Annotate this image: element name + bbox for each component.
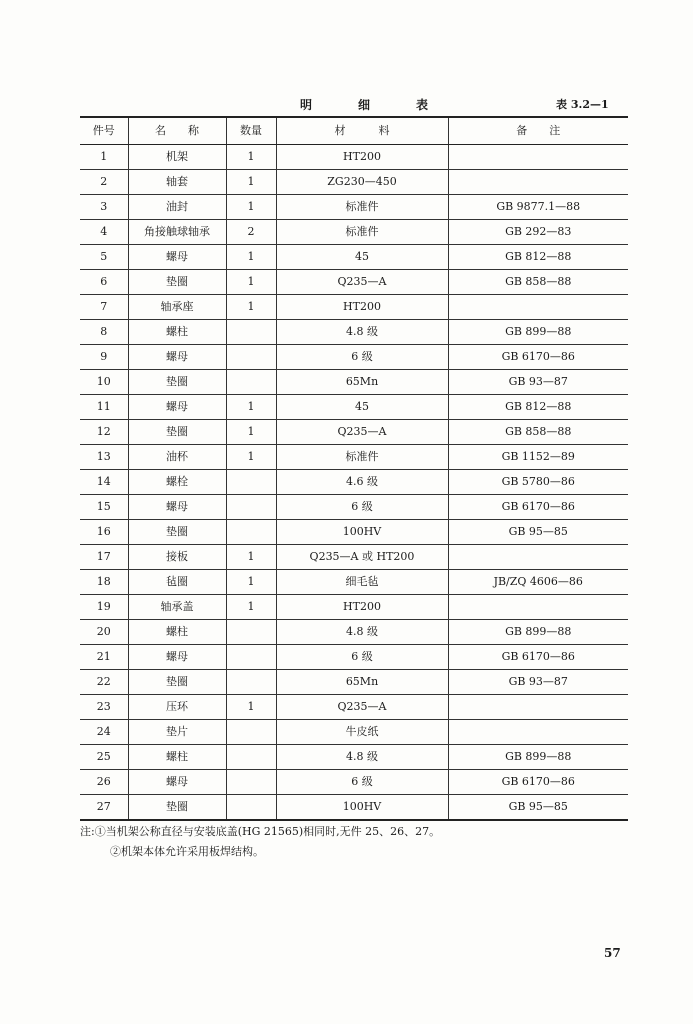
table-row — [80, 195, 628, 220]
cell-quantity — [226, 620, 276, 645]
note-2: ②机架本体允许采用板焊结构。 — [110, 845, 264, 858]
cell-remark: GB 1152—89 — [448, 445, 628, 470]
cell-material: 100HV — [276, 520, 448, 545]
cell-quantity: 1 — [226, 570, 276, 595]
cell-material: 标准件 — [276, 220, 448, 245]
cell-quantity: 1 — [226, 295, 276, 320]
table-row — [80, 220, 628, 245]
cell-quantity — [226, 645, 276, 670]
cell-remark: GB 6170—86 — [448, 345, 628, 370]
cell-remark: GB 812—88 — [448, 245, 628, 270]
cell-remark — [448, 145, 628, 170]
page-number: 57 — [604, 946, 621, 960]
cell-name: 螺柱 — [128, 745, 226, 770]
notes — [80, 822, 440, 862]
cell-material: 标准件 — [276, 195, 448, 220]
cell-name: 螺母 — [128, 645, 226, 670]
cell-name: 垫圈 — [128, 520, 226, 545]
cell-name: 毡圈 — [128, 570, 226, 595]
cell-quantity: 1 — [226, 420, 276, 445]
cell-remark: GB 93—87 — [448, 370, 628, 395]
cell-part-no: 6 — [80, 270, 128, 295]
cell-remark: JB/ZQ 4606—86 — [448, 570, 628, 595]
cell-remark — [448, 295, 628, 320]
cell-material: 65Mn — [276, 670, 448, 695]
cell-name: 螺母 — [128, 345, 226, 370]
cell-part-no: 13 — [80, 445, 128, 470]
cell-part-no: 11 — [80, 395, 128, 420]
cell-part-no: 12 — [80, 420, 128, 445]
cell-part-no: 4 — [80, 220, 128, 245]
cell-part-no: 24 — [80, 720, 128, 745]
table-row — [80, 370, 628, 395]
table-row — [80, 170, 628, 195]
cell-material: 标准件 — [276, 445, 448, 470]
cell-name: 螺栓 — [128, 470, 226, 495]
cell-material: HT200 — [276, 595, 448, 620]
cell-name: 轴承座 — [128, 295, 226, 320]
cell-quantity: 1 — [226, 270, 276, 295]
cell-name: 垫圈 — [128, 670, 226, 695]
table-row — [80, 595, 628, 620]
cell-part-no: 10 — [80, 370, 128, 395]
cell-remark — [448, 695, 628, 720]
cell-quantity — [226, 795, 276, 821]
cell-material: 6 级 — [276, 770, 448, 795]
cell-material: 6 级 — [276, 645, 448, 670]
cell-part-no: 16 — [80, 520, 128, 545]
table-row — [80, 770, 628, 795]
cell-part-no: 1 — [80, 145, 128, 170]
table-body — [80, 145, 628, 821]
cell-remark — [448, 595, 628, 620]
cell-part-no: 7 — [80, 295, 128, 320]
table-row — [80, 545, 628, 570]
cell-remark — [448, 720, 628, 745]
cell-remark: GB 6170—86 — [448, 770, 628, 795]
cell-remark: GB 95—85 — [448, 795, 628, 821]
table-id: 表 3.2—1 — [556, 98, 609, 111]
cell-part-no: 8 — [80, 320, 128, 345]
cell-material: ZG230—450 — [276, 170, 448, 195]
cell-name: 螺母 — [128, 770, 226, 795]
table-title-char: 表 — [415, 98, 430, 112]
cell-material: 65Mn — [276, 370, 448, 395]
cell-material: 4.8 级 — [276, 620, 448, 645]
cell-remark: GB 9877.1—88 — [448, 195, 628, 220]
note-1: 注:①当机架公称直径与安装底盖(HG 21565)相同时,无件 25、26、27。 — [80, 825, 441, 838]
table-row — [80, 320, 628, 345]
cell-remark: GB 292—83 — [448, 220, 628, 245]
cell-part-no: 2 — [80, 170, 128, 195]
cell-quantity: 1 — [226, 395, 276, 420]
cell-material: HT200 — [276, 145, 448, 170]
cell-quantity — [226, 720, 276, 745]
cell-part-no: 9 — [80, 345, 128, 370]
table-row — [80, 645, 628, 670]
table-row — [80, 395, 628, 420]
cell-part-no: 17 — [80, 545, 128, 570]
cell-remark: GB 899—88 — [448, 620, 628, 645]
table-row — [80, 245, 628, 270]
cell-material: 4.8 级 — [276, 745, 448, 770]
header-material: 材 料 — [276, 117, 448, 145]
cell-quantity: 1 — [226, 445, 276, 470]
table-row — [80, 445, 628, 470]
cell-name: 油杯 — [128, 445, 226, 470]
parts-list-table — [80, 116, 628, 821]
cell-name: 螺母 — [128, 495, 226, 520]
cell-quantity: 1 — [226, 595, 276, 620]
cell-name: 角接触球轴承 — [128, 220, 226, 245]
table-row — [80, 520, 628, 545]
header-part-no: 件号 — [80, 117, 128, 145]
cell-material: 6 级 — [276, 345, 448, 370]
table-row — [80, 745, 628, 770]
cell-quantity — [226, 520, 276, 545]
table-row — [80, 420, 628, 445]
table-row — [80, 670, 628, 695]
cell-part-no: 21 — [80, 645, 128, 670]
cell-quantity — [226, 770, 276, 795]
table-title — [300, 96, 430, 113]
cell-part-no: 14 — [80, 470, 128, 495]
cell-name: 垫圈 — [128, 795, 226, 821]
cell-part-no: 27 — [80, 795, 128, 821]
table-row — [80, 620, 628, 645]
cell-material: Q235—A — [276, 695, 448, 720]
cell-part-no: 22 — [80, 670, 128, 695]
cell-remark: GB 858—88 — [448, 270, 628, 295]
cell-quantity: 1 — [226, 545, 276, 570]
cell-part-no: 3 — [80, 195, 128, 220]
header-quantity: 数量 — [226, 117, 276, 145]
cell-quantity: 1 — [226, 170, 276, 195]
cell-material: 牛皮纸 — [276, 720, 448, 745]
table-row — [80, 345, 628, 370]
cell-material: Q235—A 或 HT200 — [276, 545, 448, 570]
cell-name: 螺母 — [128, 395, 226, 420]
cell-quantity — [226, 495, 276, 520]
table-title-char: 细 — [357, 98, 372, 112]
cell-quantity — [226, 470, 276, 495]
cell-material: 100HV — [276, 795, 448, 821]
cell-name: 接板 — [128, 545, 226, 570]
cell-name: 垫圈 — [128, 370, 226, 395]
table-row — [80, 570, 628, 595]
cell-remark: GB 899—88 — [448, 745, 628, 770]
cell-part-no: 15 — [80, 495, 128, 520]
cell-name: 垫圈 — [128, 420, 226, 445]
cell-quantity: 1 — [226, 195, 276, 220]
cell-name: 轴承盖 — [128, 595, 226, 620]
table-title-char: 明 — [300, 98, 315, 112]
cell-quantity — [226, 320, 276, 345]
cell-quantity: 2 — [226, 220, 276, 245]
cell-part-no: 26 — [80, 770, 128, 795]
table-header-row — [80, 117, 628, 145]
cell-remark: GB 95—85 — [448, 520, 628, 545]
cell-part-no: 5 — [80, 245, 128, 270]
cell-name: 螺柱 — [128, 320, 226, 345]
cell-name: 油封 — [128, 195, 226, 220]
cell-name: 垫圈 — [128, 270, 226, 295]
cell-material: HT200 — [276, 295, 448, 320]
cell-material: 45 — [276, 245, 448, 270]
cell-name: 压环 — [128, 695, 226, 720]
cell-remark — [448, 545, 628, 570]
cell-quantity — [226, 670, 276, 695]
cell-quantity: 1 — [226, 145, 276, 170]
table-row — [80, 720, 628, 745]
header-name: 名 称 — [128, 117, 226, 145]
cell-remark: GB 6170—86 — [448, 645, 628, 670]
cell-remark — [448, 170, 628, 195]
cell-remark: GB 812—88 — [448, 395, 628, 420]
cell-name: 垫片 — [128, 720, 226, 745]
cell-part-no: 20 — [80, 620, 128, 645]
cell-material: 4.6 级 — [276, 470, 448, 495]
table-row — [80, 695, 628, 720]
cell-quantity: 1 — [226, 695, 276, 720]
cell-material: 细毛毡 — [276, 570, 448, 595]
cell-quantity — [226, 370, 276, 395]
cell-part-no: 23 — [80, 695, 128, 720]
table-row — [80, 470, 628, 495]
cell-part-no: 18 — [80, 570, 128, 595]
cell-name: 螺柱 — [128, 620, 226, 645]
cell-material: 45 — [276, 395, 448, 420]
cell-name: 轴套 — [128, 170, 226, 195]
table-row — [80, 145, 628, 170]
table-row — [80, 295, 628, 320]
cell-remark: GB 93—87 — [448, 670, 628, 695]
cell-material: Q235—A — [276, 270, 448, 295]
cell-material: Q235—A — [276, 420, 448, 445]
cell-material: 4.8 级 — [276, 320, 448, 345]
table-row — [80, 270, 628, 295]
cell-part-no: 19 — [80, 595, 128, 620]
cell-quantity — [226, 345, 276, 370]
cell-remark: GB 899—88 — [448, 320, 628, 345]
cell-remark: GB 5780—86 — [448, 470, 628, 495]
cell-part-no: 25 — [80, 745, 128, 770]
cell-remark: GB 6170—86 — [448, 495, 628, 520]
table-row — [80, 795, 628, 821]
cell-quantity: 1 — [226, 245, 276, 270]
header-remark: 备 注 — [448, 117, 628, 145]
table-row — [80, 495, 628, 520]
cell-name: 螺母 — [128, 245, 226, 270]
cell-material: 6 级 — [276, 495, 448, 520]
cell-remark: GB 858—88 — [448, 420, 628, 445]
cell-quantity — [226, 745, 276, 770]
cell-name: 机架 — [128, 145, 226, 170]
